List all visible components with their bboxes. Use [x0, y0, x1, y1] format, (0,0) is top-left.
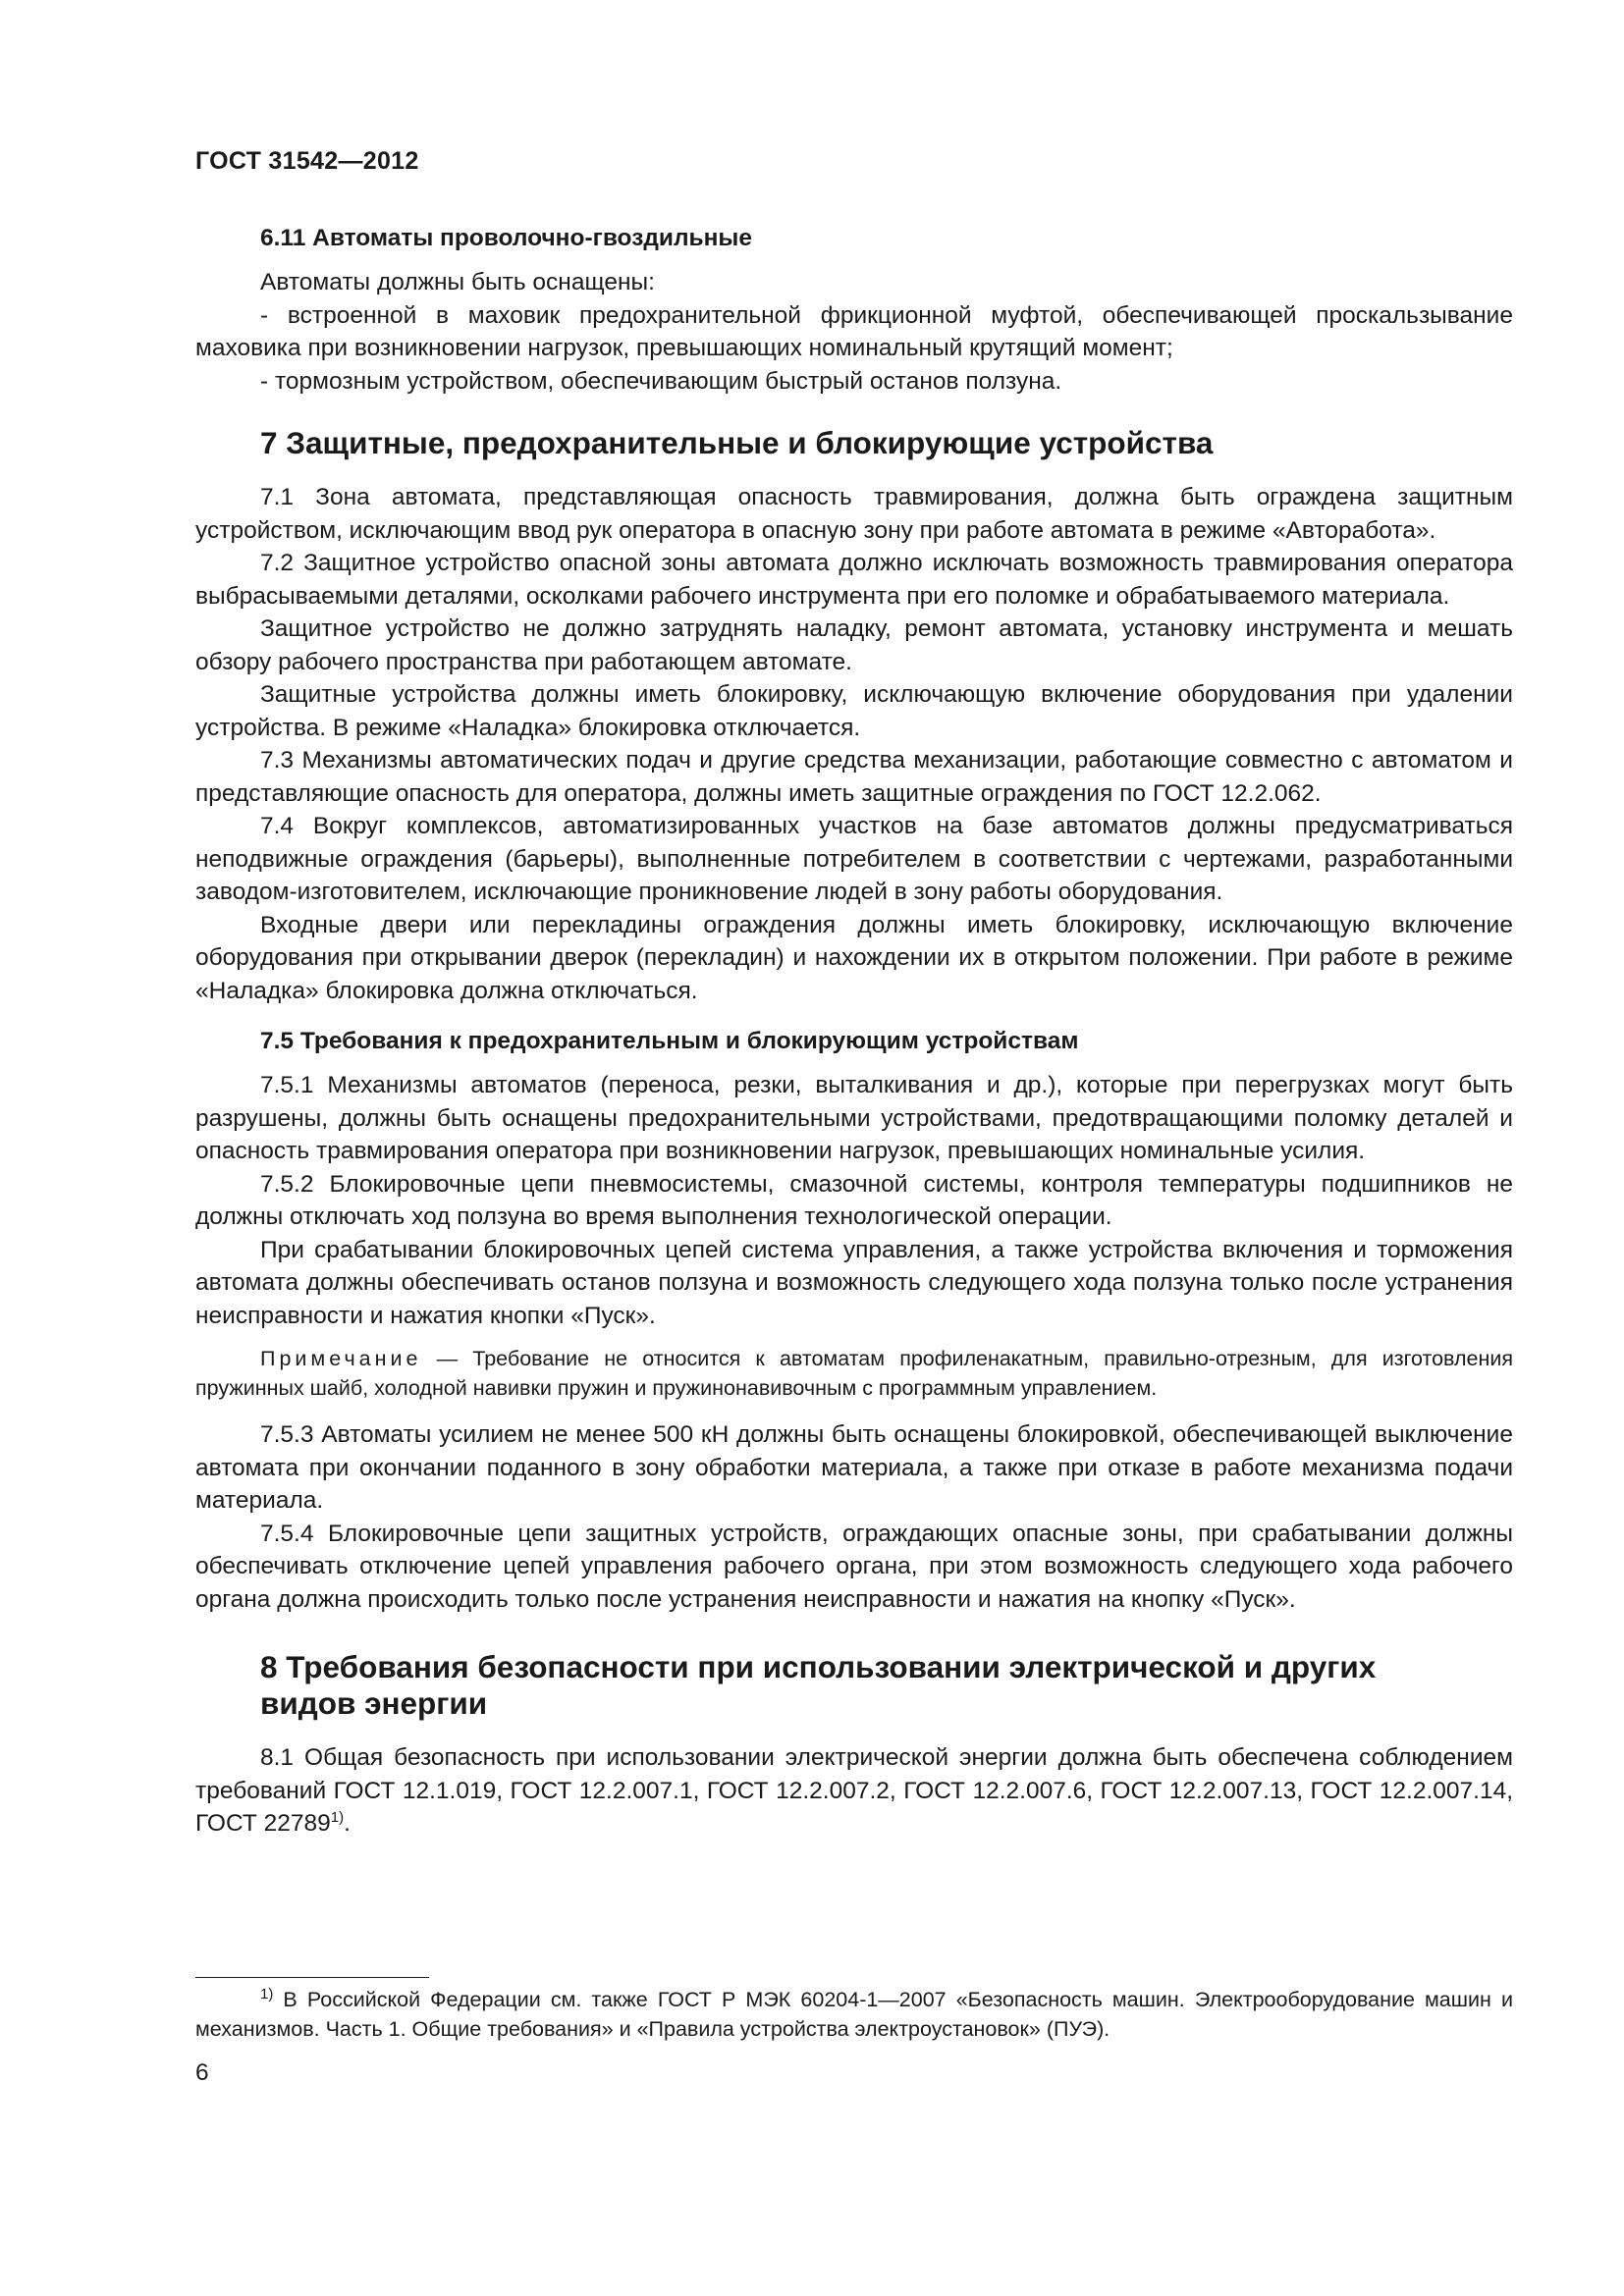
footnote-marker: 1): [260, 1985, 274, 2002]
footnote-text: В Российской Федерации см. также ГОСТ Р МЭК 60204-1—2007 «Безопасность машин. Электрооборудование машин и механизмов. Часть 1. Общие требования» и «Правила устройства электроустановок» (ПУЭ).: [195, 1988, 1513, 2041]
paragraph-7-5-3: 7.5.3 Автоматы усилием не менее 500 кН должны быть оснащены блокировкой, обеспечивающей выключение автомата при окончании поданного в зону обработки материала, а также при отказе в работе механизма подачи материала.: [195, 1421, 1513, 1514]
paragraph: Автоматы должны быть оснащены:: [260, 269, 655, 295]
page-content: [195, 222, 1513, 1841]
section-title-8: [260, 1649, 1513, 1722]
paragraph-7-3: 7.3 Механизмы автоматических подач и другие средства механизации, работающие совместно с автоматом и представляющие опасность для оператора, должны иметь защитные ограждения по ГОСТ 12.2.062.: [195, 747, 1513, 807]
note-label: Примечание: [260, 1347, 422, 1370]
note: [195, 1344, 1513, 1403]
note-text: — Требование не относится к автоматам профиленакатным, правильно-отрезным, для изготовления пружинных шайб, холодной навивки пружин и пружинонавивочным с программным управлением.: [195, 1347, 1513, 1400]
paragraph-7-5-2: 7.5.2 Блокировочные цепи пневмосистемы, смазочной системы, контроля температуры подшипников не должны отключать ход ползуна во время выполнения технологической операции.: [195, 1170, 1513, 1230]
subsection-title-6-11: 6.11 Автоматы проволочно-гвоздильные: [260, 225, 752, 251]
section-title-8-line1: 8 Требования безопасности при использовании электрической и других: [260, 1649, 1377, 1684]
paragraph-8-1: [195, 1741, 1513, 1841]
paragraph: При срабатывании блокировочных цепей система управления, а также устройства включения и торможения автомата должны обеспечивать останов ползуна и возможность следующего хода ползуна только после устранения неисправности и нажатия кнопки «Пуск».: [195, 1236, 1513, 1329]
paragraph-7-4: 7.4 Вокруг комплексов, автоматизированных участков на базе автоматов должны предусматриваться неподвижные ограждения (барьеры), выполненные потребителем в соответствии с чертежами, разработанными заводом-изготовителем, исключающие проникновение людей в зону работы оборудования.: [195, 813, 1513, 905]
paragraph-7-5-4: 7.5.4 Блокировочные цепи защитных устройств, ограждающих опасные зоны, при срабатывании должны обеспечивать отключение цепей управления рабочего органа, при этом возможность следующего хода рабочего органа должна происходить только после устранения неисправности и нажатия на кнопку «Пуск».: [195, 1520, 1513, 1613]
list-item: - встроенной в маховик предохранительной фрикционной муфтой, обеспечивающей проскальзывание маховика при возникновении нагрузок, превышающих номинальный крутящий момент;: [195, 301, 1513, 361]
paragraph: Защитные устройства должны иметь блокировку, исключающую включение оборудования при удалении устройства. В режиме «Наладка» блокировка отключается.: [195, 681, 1513, 741]
page-number: 6: [195, 2059, 209, 2086]
paragraph: Входные двери или перекладины ограждения должны иметь блокировку, исключающую включение оборудования при открывании дверок (перекладин) и нахождении их в открытом положении. При работе в режиме «Наладка» блокировка должна отключаться.: [195, 911, 1513, 1004]
footnote: [195, 1985, 1513, 2044]
list-item: - тормозным устройством, обеспечивающим быстрый останов ползуна.: [260, 367, 1062, 395]
paragraph: Защитное устройство не должно затруднять наладку, ремонт автомата, установку инструмента и мешать обзору рабочего пространства при работающем автомате.: [195, 615, 1513, 675]
paragraph-8-1-end: .: [344, 1810, 351, 1837]
section-title-7: 7 Защитные, предохранительные и блокирующие устройства: [260, 425, 1214, 460]
paragraph-7-2: 7.2 Защитное устройство опасной зоны автомата должно исключать возможность травмирования оператора выбрасываемыми деталями, осколками рабочего инструмента при его поломке и обрабатываемого материала.: [195, 550, 1513, 610]
subsection-title-7-5: 7.5 Требования к предохранительным и блокирующим устройствам: [260, 1028, 1079, 1054]
footnote-divider: [195, 1977, 429, 1978]
section-title-8-line2: видов энергии: [260, 1685, 488, 1721]
paragraph-7-1: 7.1 Зона автомата, представляющая опасность травмирования, должна быть ограждена защитным устройством, исключающим ввод рук оператора в опасную зону при работе автомата в режиме «Авторабота».: [195, 484, 1513, 544]
document-code: ГОСТ 31542—2012: [195, 147, 419, 175]
paragraph-8-1-text: 8.1 Общая безопасность при использовании электрической энергии должна быть обеспечена соблюдением требований ГОСТ 12.1.019, ГОСТ 12.2.007.1, ГОСТ 12.2.007.2, ГОСТ 12.2.007.6, ГОСТ 12.2.007.13, ГОСТ 12.2.007.14, ГОСТ 22789: [195, 1744, 1513, 1837]
paragraph-7-5-1: 7.5.1 Механизмы автоматов (переноса, резки, выталкивания и др.), которые при перегрузках могут быть разрушены, должны быть оснащены предохранительными устройствами, предотвращающими поломку деталей и опасность травмирования оператора при возникновении нагрузок, превышающих номинальные усилия.: [195, 1072, 1513, 1164]
footnote-reference: 1): [330, 1808, 345, 1826]
